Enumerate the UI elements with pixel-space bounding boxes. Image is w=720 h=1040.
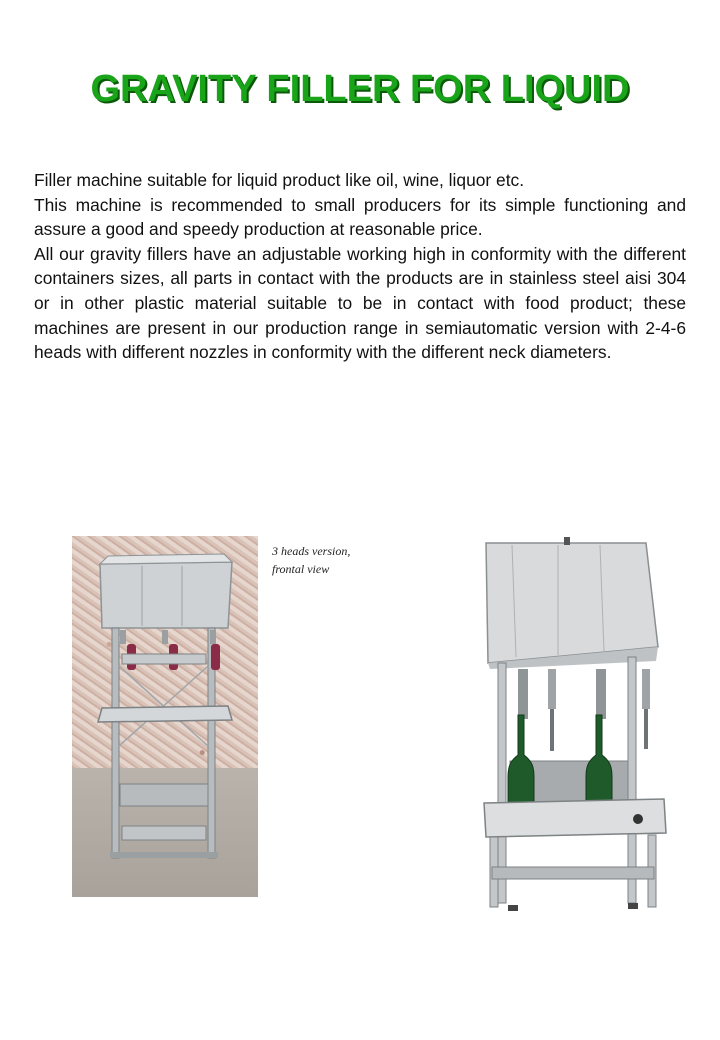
photo-2-heads-filler — [478, 537, 672, 915]
photo-caption — [272, 542, 392, 578]
page-title: GRAVITY FILLER FOR LIQUID — [90, 68, 630, 110]
filler-with-bottles-illustration — [478, 537, 672, 915]
caption-line-2: frontal view — [272, 562, 330, 576]
paragraph-intro: Filler machine suitable for liquid product like oil, wine, liquor etc. — [34, 170, 525, 190]
caption-line-1: 3 heads version, — [272, 544, 351, 558]
filler-machine-illustration — [72, 536, 258, 897]
paragraph-recommendation: This machine is recommended to small producers for its simple functioning and assure a good and speedy production at reasonable price. — [34, 194, 686, 240]
paragraph-details: All our gravity fillers have an adjustable working high in conformity with the different containers sizes, all parts in contact with the products are in stainless steel aisi 304 or in other plastic material suitable to be in contact with food product; these machines are present in our production range in semiautomatic version with 2-4-6 heads with different nozzles in conformity with the different neck diameters. — [34, 243, 686, 363]
photo-3-heads-filler — [72, 536, 258, 897]
description — [34, 168, 686, 365]
